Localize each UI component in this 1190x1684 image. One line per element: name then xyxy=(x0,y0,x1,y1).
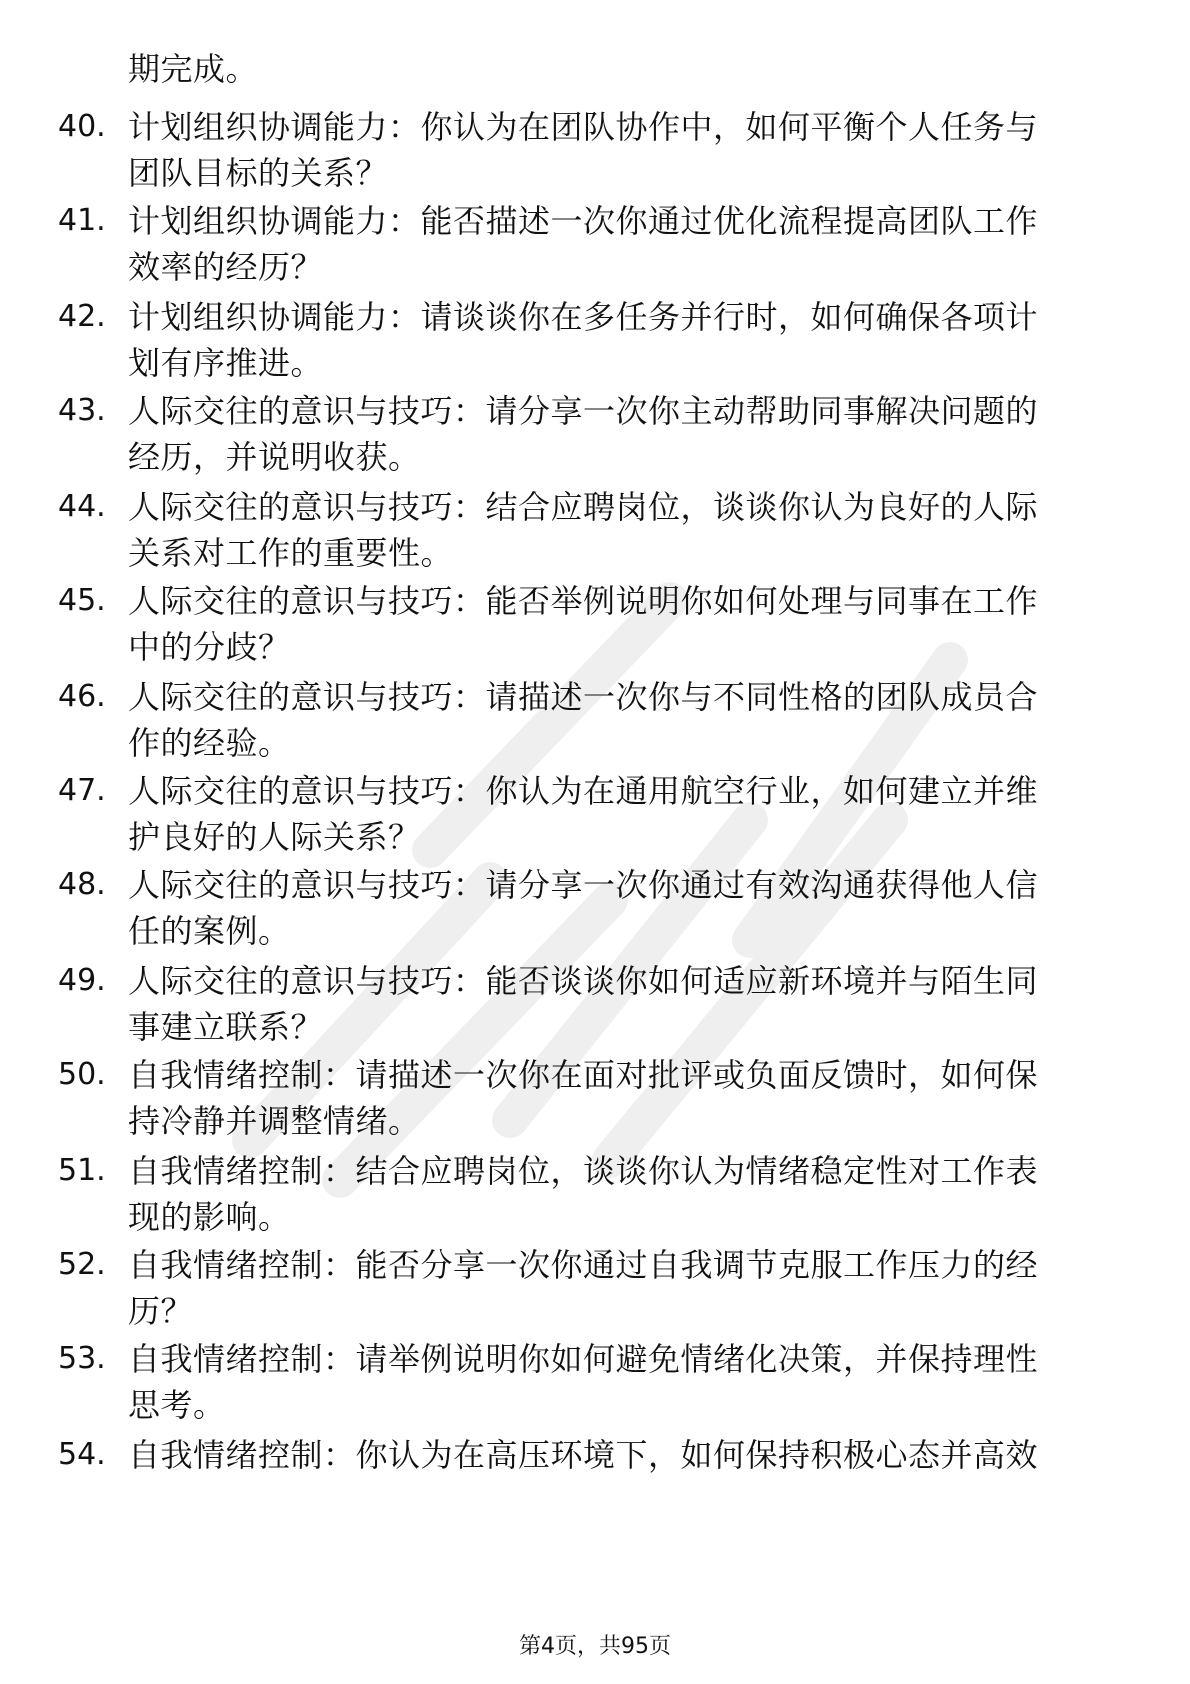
item-text-line: 效率的经历？ xyxy=(128,248,324,286)
item-text xyxy=(128,484,1118,576)
item-text-line: 自我情绪控制：你认为在高压环境下，如何保持积极心态并高效 xyxy=(128,1436,1039,1474)
item-text-line: 自我情绪控制：能否分享一次你通过自我调节克服工作压力的经 xyxy=(128,1246,1039,1284)
item-number: 52. xyxy=(58,1247,106,1282)
item-text-line: 任的案例。 xyxy=(128,912,291,950)
item-text xyxy=(128,104,1118,196)
item-text-line: 持冷静并调整情绪。 xyxy=(128,1102,421,1140)
item-text-line: 历？ xyxy=(128,1292,194,1330)
item-text-line: 人际交往的意识与技巧：结合应聘岗位，谈谈你认为良好的人际 xyxy=(128,488,1039,526)
item-text-line: 人际交往的意识与技巧：能否谈谈你如何适应新环境并与陌生同 xyxy=(128,962,1039,1000)
item-text xyxy=(128,1148,1118,1240)
item-text-line: 关系对工作的重要性。 xyxy=(128,534,454,572)
item-text xyxy=(128,578,1118,670)
item-text-line: 计划组织协调能力：能否描述一次你通过优化流程提高团队工作 xyxy=(128,202,1039,240)
item-text-line: 护良好的人际关系？ xyxy=(128,818,421,856)
item-text-line: 思考。 xyxy=(128,1386,226,1424)
item-number: 49. xyxy=(58,963,106,998)
item-text-line: 团队目标的关系？ xyxy=(128,154,389,192)
item-number: 40. xyxy=(58,109,106,144)
item-text-line: 人际交往的意识与技巧：请描述一次你与不同性格的团队成员合 xyxy=(128,678,1039,716)
item-number: 50. xyxy=(58,1057,106,1092)
item-text-line: 计划组织协调能力：请谈谈你在多任务并行时，如何确保各项计 xyxy=(128,298,1039,336)
item-text xyxy=(128,1336,1118,1428)
item-number: 51. xyxy=(58,1153,106,1188)
item-number: 48. xyxy=(58,867,106,902)
item-number: 47. xyxy=(58,773,106,808)
item-number: 42. xyxy=(58,299,106,334)
item-text-line: 自我情绪控制：请描述一次你在面对批评或负面反馈时，如何保 xyxy=(128,1056,1039,1094)
page-number-footer: 第4页，共95页 xyxy=(519,1634,671,1659)
item-text-line: 自我情绪控制：结合应聘岗位，谈谈你认为情绪稳定性对工作表 xyxy=(128,1152,1039,1190)
item-text xyxy=(128,388,1118,480)
item-number: 45. xyxy=(58,583,106,618)
item-text xyxy=(128,674,1118,766)
item-text xyxy=(128,1432,1118,1478)
item-number: 41. xyxy=(58,203,106,238)
item-text-line: 作的经验。 xyxy=(128,724,291,762)
item-text: 期完成。 xyxy=(128,50,259,88)
item-number: 54. xyxy=(58,1437,106,1472)
item-text xyxy=(128,862,1118,954)
item-number: 43. xyxy=(58,393,106,428)
item-text-line: 中的分歧？ xyxy=(128,628,291,666)
item-text-line: 人际交往的意识与技巧：请分享一次你主动帮助同事解决问题的 xyxy=(128,392,1039,430)
item-text-line: 现的影响。 xyxy=(128,1198,291,1236)
item-number: 53. xyxy=(58,1341,106,1376)
item-text-line: 自我情绪控制：请举例说明你如何避免情绪化决策，并保持理性 xyxy=(128,1340,1039,1378)
item-text-line: 划有序推进。 xyxy=(128,344,324,382)
item-text xyxy=(128,294,1118,386)
item-number: 46. xyxy=(58,679,106,714)
item-text xyxy=(128,1242,1118,1334)
item-text xyxy=(128,198,1118,290)
item-text-line: 人际交往的意识与技巧：你认为在通用航空行业，如何建立并维 xyxy=(128,772,1039,810)
item-text xyxy=(128,958,1118,1050)
item-text-line: 经历，并说明收获。 xyxy=(128,438,421,476)
item-text xyxy=(128,768,1118,860)
item-text-line: 人际交往的意识与技巧：能否举例说明你如何处理与同事在工作 xyxy=(128,582,1039,620)
item-text-line: 事建立联系？ xyxy=(128,1008,324,1046)
item-number: 44. xyxy=(58,489,106,524)
item-text-line: 计划组织协调能力：你认为在团队协作中，如何平衡个人任务与 xyxy=(128,108,1039,146)
item-text-line: 人际交往的意识与技巧：请分享一次你通过有效沟通获得他人信 xyxy=(128,866,1039,904)
item-text xyxy=(128,1052,1118,1144)
